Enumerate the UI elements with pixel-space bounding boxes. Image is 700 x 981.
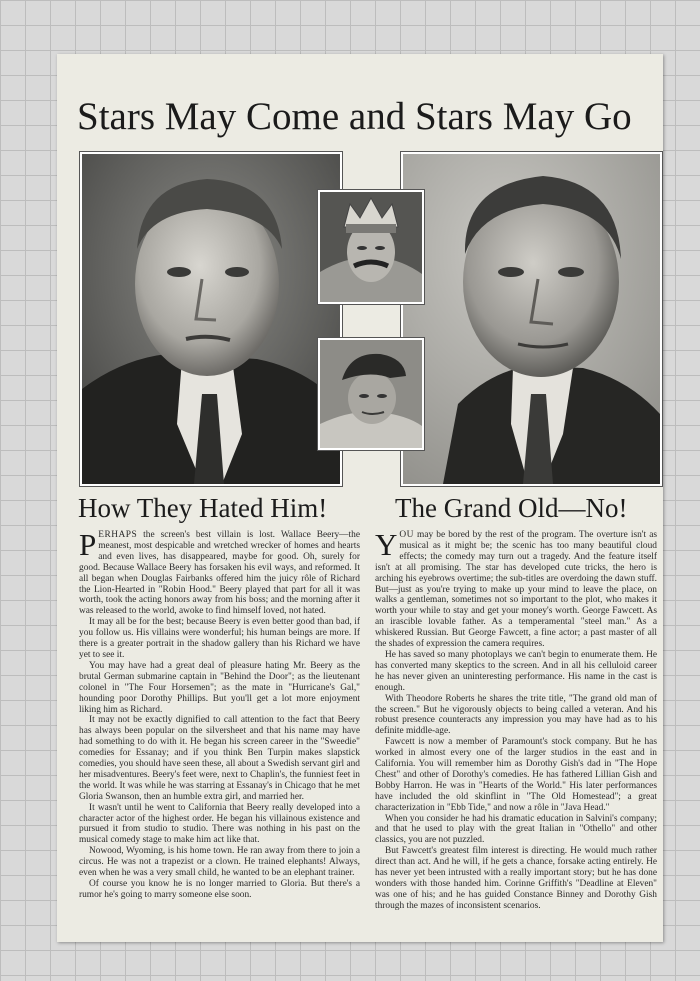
right-article-paragraph: But Fawcett's greatest film interest is directing. He would much rather direct than act. And he will, if he gets a chance, forsake acting entirely. He has never yet been intrusted with a really important story; but he has done wonders with those handed him. Corinne Griffith's "Deadline at Eleven" was one of his; and he has guided Constance Binney and Dorothy Gish through the mazes of inconsistent scenarios. — [375, 846, 657, 911]
left-article-heading: How They Hated Him! — [78, 493, 328, 523]
left-article-paragraph: Nowood, Wyoming, is his home town. He ran away from there to join a circus. He was not a trapezist or a clown. He trained elephants! Always, even when he was a very small child, he wanted to be an elephant trainer. — [79, 846, 360, 879]
left-article-body — [79, 530, 360, 940]
beery-portrait-photo — [80, 152, 342, 486]
left-article-paragraph: It wasn't until he went to California that Beery really developed into a character actor of the highest order. He began his villainous existence and pursued it from studio to studio. There was nothing in his past on the musical comedy stage to make him act like that. — [79, 802, 360, 846]
right-dropcap: Y — [375, 530, 398, 562]
inset-cap-image — [320, 340, 422, 448]
fawcett-portrait-photo — [401, 152, 662, 486]
page-title: Stars May Come and Stars May Go — [77, 95, 632, 138]
inset-crown-image — [320, 192, 422, 302]
fawcett-portrait-image — [403, 154, 660, 484]
right-paragraph-text: may be bored by the rest of the program. The overture isn't as musical as it might be; the scenic has too many beautiful cloud effects; the comedy may turn out a tragedy. And the feature itself isn't at all promising. The star has developed cute tricks, the hero is arching his eyebrows overtime; the sub-titles are overdoing the dawn stuff. But—just as you're trying to make up your mind to leave the place, on walks a gentleman, sometimes not so important to the plot, who makes it worth your while to stay and get your money's worth. George Fawcett. As an irascible lovable father. As a temperamental "steel man." As a whiskered Russian. But George Fawcett, a fine actor; a past master of all the shades of expression the camera requires. — [375, 530, 657, 650]
right-article-paragraph: He has saved so many photoplays we can't begin to enumerate them. He has converted many skeptics to the screen. And in all his celluloid career he has never given an uninteresting performance. His name in the cast is enough. — [375, 649, 657, 693]
right-article-paragraph — [375, 530, 657, 650]
right-article-paragraph: Fawcett is now a member of Paramount's stock company. But he has worked in almost every one of the larger studios in the east and in California. You will remember him as Dorothy Gish's dad in "The Hope Chest" and other of Dorothy's comedies. He has fathered Lillian Gish and Bobby Harron. He was in "Hearts of the World." His later performances have included the old skinflint in "The Old Homestead"; a great characterization in "Ebb Tide," and now a rôle in "Java Head." — [375, 737, 657, 813]
left-paragraph-text: the screen's best villain is lost. Wallace Beery—the meanest, most despicable and wretched wrecker of homes and hearts and even lives, has disappeared, maybe for good. Oh, surely for good. Because Wallace Beery has forsaken his evil ways, and reformed. It all began when Douglas Fairbanks offered him the juicy rôle of Richard the Lion-Hearted in "Robin Hood." Beery played that part for all it was worth, took the acting honors away from his boss; and the morning after it was released to the world, awoke to find himself loved, not hated. — [79, 530, 360, 617]
beery-portrait-image — [82, 154, 340, 484]
inset-crown-photo — [318, 190, 424, 304]
right-article-paragraph: When you consider he had his dramatic education in Salvini's company; and that he used to play with the great Italian in "Othello" and other classics, you are not puzzled. — [375, 813, 657, 846]
left-article-paragraph: You may have had a great deal of pleasure hating Mr. Beery as the brutal German submarine captain in "Behind the Door"; as the lieutenant colonel in "The Four Horsemen"; as the mate in "Hurricane's Gal," hounding poor Dorothy Phillips. But you'll get a lot more enjoyment liking him as Richard. — [79, 660, 360, 715]
left-article-paragraph — [79, 530, 360, 617]
left-article-paragraph: It may not be exactly dignified to call attention to the fact that Beery has always been popular on the silversheet and that his name may have had something to do with it. He began his screen career in the "Sweedie" comedies for Essanay; and if you think Ben Turpin makes slapstick comedies, you should have seen these, all about a Swedish servant girl and her misadventures. Beery's feet were, next to Chaplin's, the funniest feet in the world. It was while he was starring at Essanay's in Chicago that he met Gloria Swanson, then an humble extra girl, and married her. — [79, 715, 360, 802]
right-article-heading: The Grand Old—No! — [395, 493, 628, 523]
right-article-body — [375, 530, 657, 940]
left-lead-caps: ERHAPS — [98, 530, 138, 540]
left-article-paragraph: Of course you know he is no longer married to Gloria. But there's a rumor he's going to marry someone else soon. — [79, 879, 360, 900]
left-article-paragraph: It may all be for the best; because Beery is even better good than bad, if you follow us. His villains were wonderful; his human beings are more. If there is a greater portrait in the shadow gallery than his Richard we have yet to see it. — [79, 617, 360, 660]
left-dropcap: P — [79, 530, 97, 562]
right-article-paragraph: With Theodore Roberts he shares the trite title, "The grand old man of the screen." But he vigorously objects to being called a veteran. And his robust presence counteracts any impression you may have had as to his definite middle-age. — [375, 693, 657, 737]
magazine-clipping — [57, 54, 663, 942]
inset-cap-photo — [318, 338, 424, 450]
right-lead-caps: OU — [399, 530, 414, 540]
